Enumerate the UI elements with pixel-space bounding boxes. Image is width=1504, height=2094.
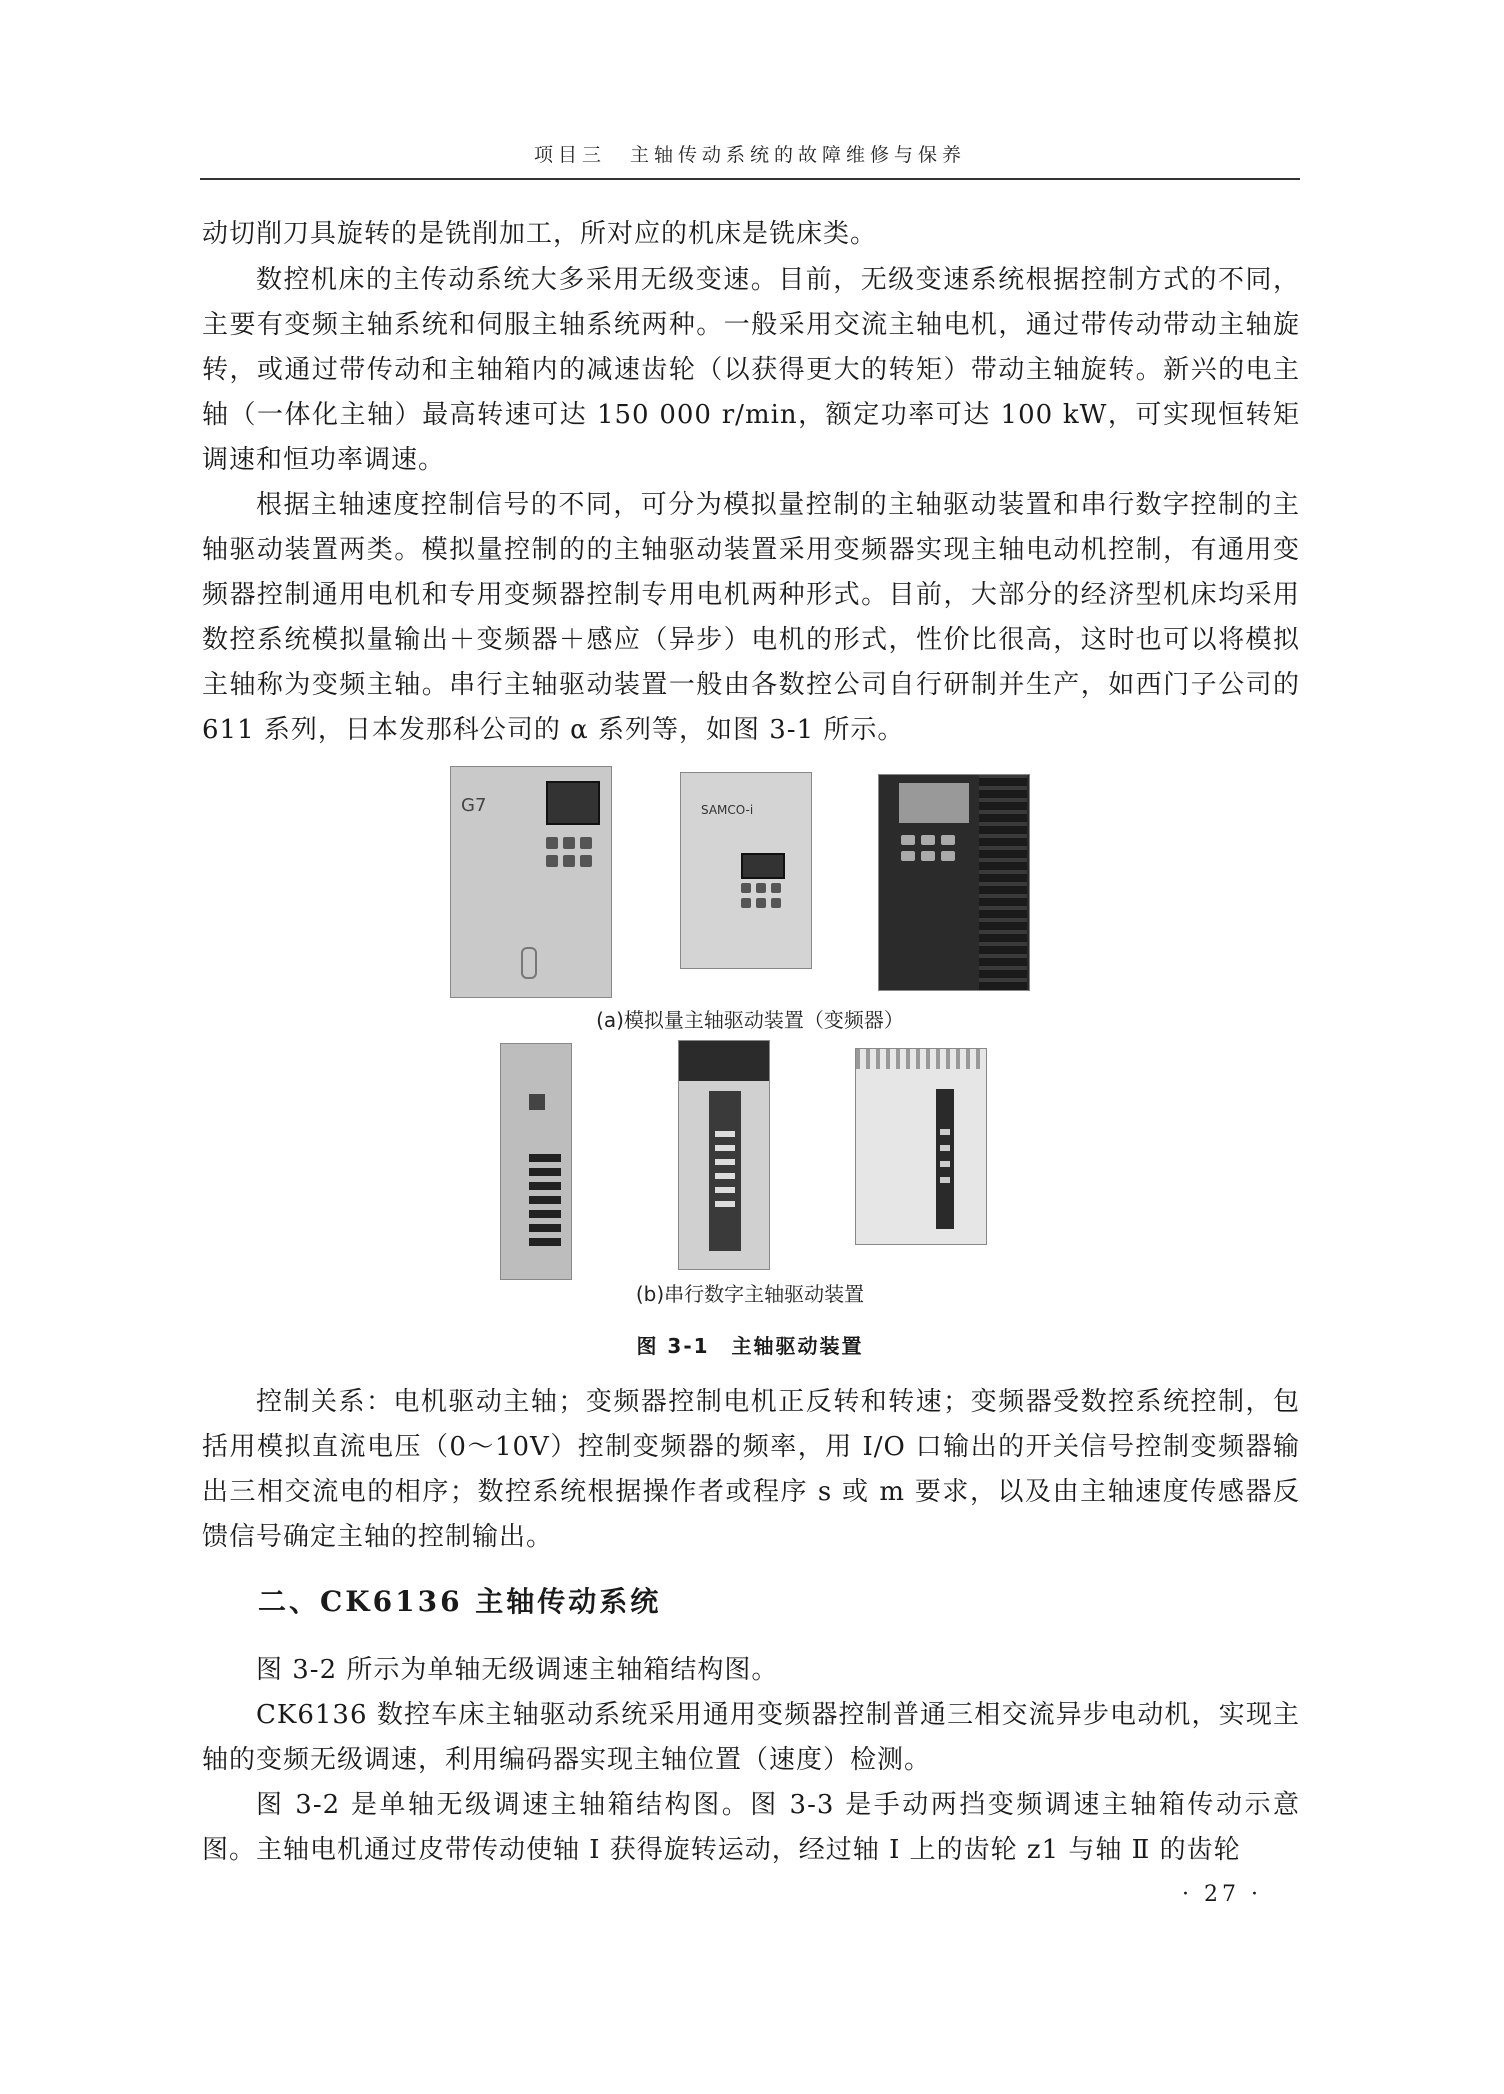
paragraph-1: 动切削刀具旋转的是铣削加工，所对应的机床是铣床类。: [202, 219, 878, 249]
inverter-dark-image: [878, 774, 1030, 991]
paragraph-2: 数控机床的主传动系统大多采用无级变速。目前，无级变速系统根据控制方式的不同，主要有变频主轴系统和伺服主轴系统两种。一般采用交流主轴电机，通过带传动带动主轴旋转，或通过带传动和主轴箱内的减速齿轮（以获得更大的转矩）带动主轴旋转。新兴的电主轴（一体化主轴）最高转速可达 150 000 r/min，额定功率可达 100 kW，可实现恒转矩调速和恒功率调速。: [202, 265, 1300, 475]
figure-title: 图 3-1 主轴驱动装置: [636, 1334, 864, 1358]
caption-b: (b)串行数字主轴驱动装置: [635, 1282, 865, 1306]
caption-a: (a)模拟量主轴驱动装置（变频器）: [596, 1008, 904, 1032]
header-rule: [200, 178, 1300, 180]
paragraph-3: 根据主轴速度控制信号的不同，可分为模拟量控制的主轴驱动装置和串行数字控制的主轴驱动装置两类。模拟量控制的的主轴驱动装置采用变频器实现主轴电动机控制，有通用变频器控制通用电机和专用变频器控制专用电机两种形式。目前，大部分的经济型机床均采用数控系统模拟量输出＋变频器＋感应（异步）电机的形式，性价比很高，这时也可以将模拟主轴称为变频主轴。串行主轴驱动装置一般由各数控公司自行研制并生产，如西门子公司的 611 系列，日本发那科公司的 α 系列等，如图 3-1 所示。: [202, 490, 1300, 745]
serial-drive-3-image: [855, 1048, 987, 1245]
serial-drive-1-image: [500, 1043, 572, 1280]
page-number: · 27 ·: [1182, 1882, 1262, 1907]
section-heading: 二、CK6136 主轴传动系统: [258, 1585, 662, 1618]
inverter-g7-image: [450, 766, 612, 998]
inverter-samco-image: [680, 772, 812, 969]
figure-3-1: [450, 758, 1050, 1308]
page-header: 项目三 主轴传动系统的故障维修与保养: [533, 144, 966, 166]
samco-label: SAMCO-i: [701, 803, 754, 817]
paragraph-7: 图 3-2 是单轴无级调速主轴箱结构图。图 3-3 是手动两挡变频调速主轴箱传动示意图。主轴电机通过皮带传动使轴 Ⅰ 获得旋转运动，经过轴 Ⅰ 上的齿轮 z1 与轴 Ⅱ 的齿轮: [202, 1790, 1300, 1865]
serial-drive-2-image: [678, 1040, 770, 1270]
paragraph-4: 控制关系：电机驱动主轴；变频器控制电机正反转和转速；变频器受数控系统控制，包括用模拟直流电压（0～10V）控制变频器的频率，用 I/O 口输出的开关信号控制变频器输出三相交流电的相序；数控系统根据操作者或程序 s 或 m 要求，以及由主轴速度传感器反馈信号确定主轴的控制输出。: [202, 1387, 1300, 1552]
paragraph-6: CK6136 数控车床主轴驱动系统采用通用变频器控制普通三相交流异步电动机，实现主轴的变频无级调速，利用编码器实现主轴位置（速度）检测。: [202, 1700, 1300, 1775]
g7-label: G7: [461, 795, 487, 816]
paragraph-5: 图 3-2 所示为单轴无级调速主轴箱结构图。: [256, 1655, 779, 1685]
